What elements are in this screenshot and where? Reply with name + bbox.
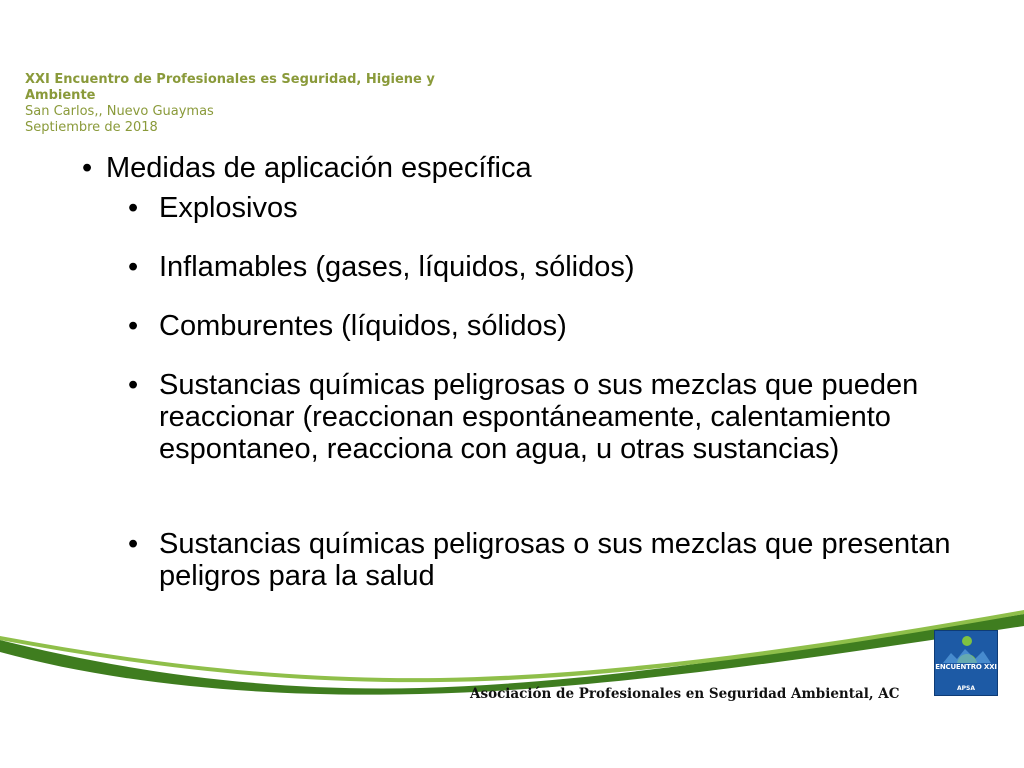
logo-text: ENCUENTRO XXI (935, 663, 997, 671)
event-title: XXI Encuentro de Profesionales es Seguridad, Higiene y Ambiente (25, 72, 435, 103)
logo-subtext: APSA (956, 685, 975, 692)
main-bullet-text: Medidas de aplicación específica (106, 152, 532, 184)
sub-bullet-text: Sustancias químicas peligrosas o sus mezclas que presentan peligros para la salud (159, 528, 951, 592)
sub-bullet-text: Sustancias químicas peligrosas o sus mezclas que pueden reaccionar (reaccionan espontáneamente, calentamiento espontaneo, reacciona con agua, u otras sustancias) (159, 369, 919, 465)
sub-bullet-text: Explosivos (159, 192, 298, 224)
swoosh-dark (0, 614, 1024, 695)
bullet-icon: • (128, 192, 139, 224)
bullet-icon: • (82, 152, 93, 184)
bullet-icon: • (128, 310, 139, 342)
bullet-icon: • (128, 369, 139, 401)
bullet-icon: • (128, 528, 139, 560)
logo-figure-icon (935, 633, 998, 665)
event-date: Septiembre de 2018 (25, 120, 158, 135)
sub-bullet-text: Inflamables (gases, líquidos, sólidos) (159, 251, 635, 283)
bullet-icon: • (128, 251, 139, 283)
association-name: Asociación de Profesionales en Seguridad Ambiental, AC (470, 686, 900, 702)
sub-bullet-text: Comburentes (líquidos, sólidos) (159, 310, 567, 342)
event-location: San Carlos,, Nuevo Guaymas (25, 104, 214, 119)
encuentro-logo (934, 630, 998, 696)
green-swoosh-decoration (0, 600, 1024, 700)
